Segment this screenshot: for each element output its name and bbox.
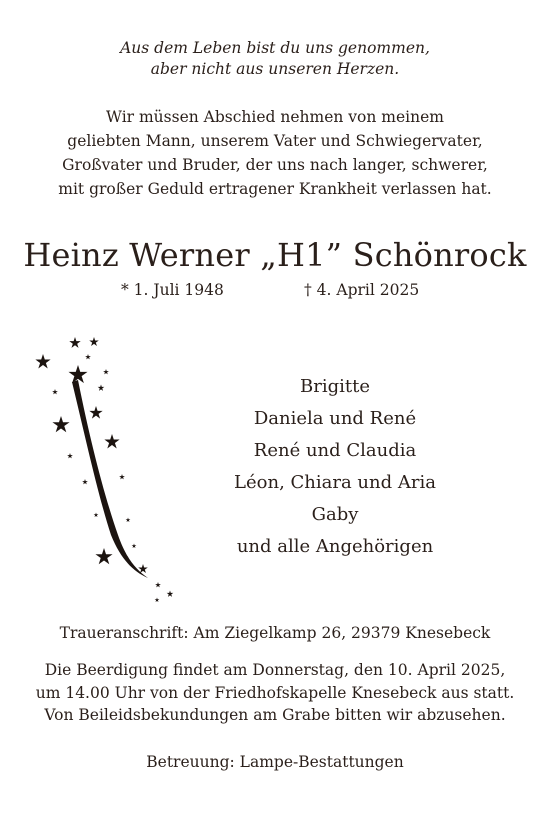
intro-line: Wir müssen Abschied nehmen von meinem — [106, 108, 444, 126]
obituary-notice — [8, 8, 542, 799]
family-member: René und Claudia — [253, 440, 417, 461]
intro-line: geliebten Mann, unserem Vater und Schwiegervater, — [67, 132, 483, 150]
funeral-home: Betreuung: Lampe-Bestattungen — [146, 753, 404, 771]
family-list — [128, 371, 542, 563]
mourning-address: Traueranschrift: Am Ziegelkamp 26, 29379 Knesebeck — [59, 624, 491, 642]
death-date: † 4. April 2025 — [304, 281, 420, 299]
family-member: und alle Angehörigen — [236, 536, 434, 557]
motto-line: aber nicht aus unseren Herzen. — [150, 60, 400, 78]
family-member: Gaby — [311, 504, 359, 525]
funeral-line: um 14.00 Uhr von der Friedhofskapelle Knesebeck aus statt. — [35, 683, 515, 702]
funeral-line: Die Beerdigung findet am Donnerstag, den 10. April 2025, — [44, 661, 506, 679]
motto-line: Aus dem Leben bist du uns genommen, — [120, 39, 430, 57]
birth-date: * 1. Juli 1948 — [121, 281, 224, 299]
funeral-line: Von Beileidsbekundungen am Grabe bitten wir abzusehen. — [44, 706, 506, 724]
family-member: Daniela und René — [253, 408, 417, 429]
family-member: Léon, Chiara und Aria — [234, 472, 436, 493]
funeral-info — [8, 659, 542, 727]
motto — [8, 38, 542, 80]
deceased-name: Heinz Werner „H1” Schönrock — [23, 236, 527, 274]
family-member: Brigitte — [300, 376, 370, 397]
intro-line: Großvater und Bruder, der uns nach langer, schwerer, — [62, 156, 488, 174]
intro-text — [8, 105, 542, 201]
life-dates — [8, 281, 542, 305]
intro-line: mit großer Geduld ertragener Krankheit verlassen hat. — [58, 180, 492, 198]
